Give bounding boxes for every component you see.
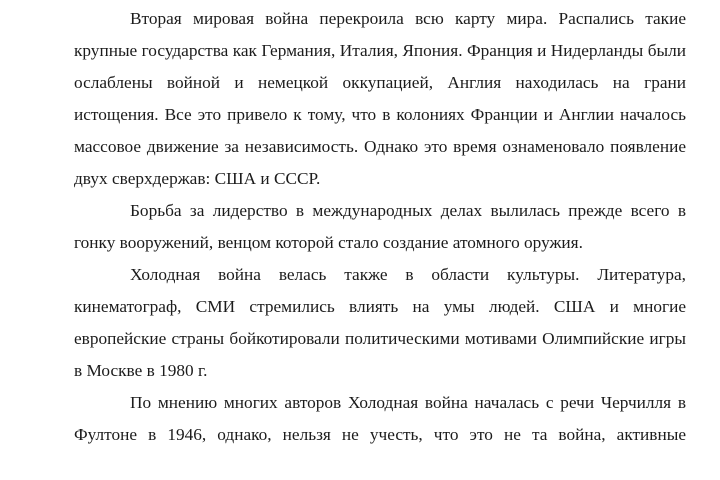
- paragraph-churchill-fulton: По мнению многих авторов Холодная война началась с речи Черчилля в Фултоне в 1946, однако, нельзя не учесть, что это не та война, активные: [74, 393, 686, 444]
- paragraph-cultural-cold-war: Холодная война велась также в области культуры. Литература, кинематограф, СМИ стремились влиять на умы людей. США и многие европейские страны бойкотировали политическими мотивами Олимпийские игры в Москве в 1980 г.: [74, 265, 686, 380]
- document-body: [74, 3, 686, 451]
- paragraph-postwar-world: Вторая мировая война перекроила всю карту мира. Распались такие крупные государства как Германия, Италия, Япония. Франция и Нидерланды были ослаблены войной и немецкой оккупацией, Англия находилась на грани истощения. Все это привело к тому, что в колониях Франции и Англии началось массовое движение за независимость. Однако это время ознаменовало появление двух сверхдержав: США и СССР.: [74, 9, 686, 188]
- paragraph-arms-race: Борьба за лидерство в международных делах вылилась прежде всего в гонку вооружений, венцом которой стало создание атомного оружия.: [74, 201, 686, 252]
